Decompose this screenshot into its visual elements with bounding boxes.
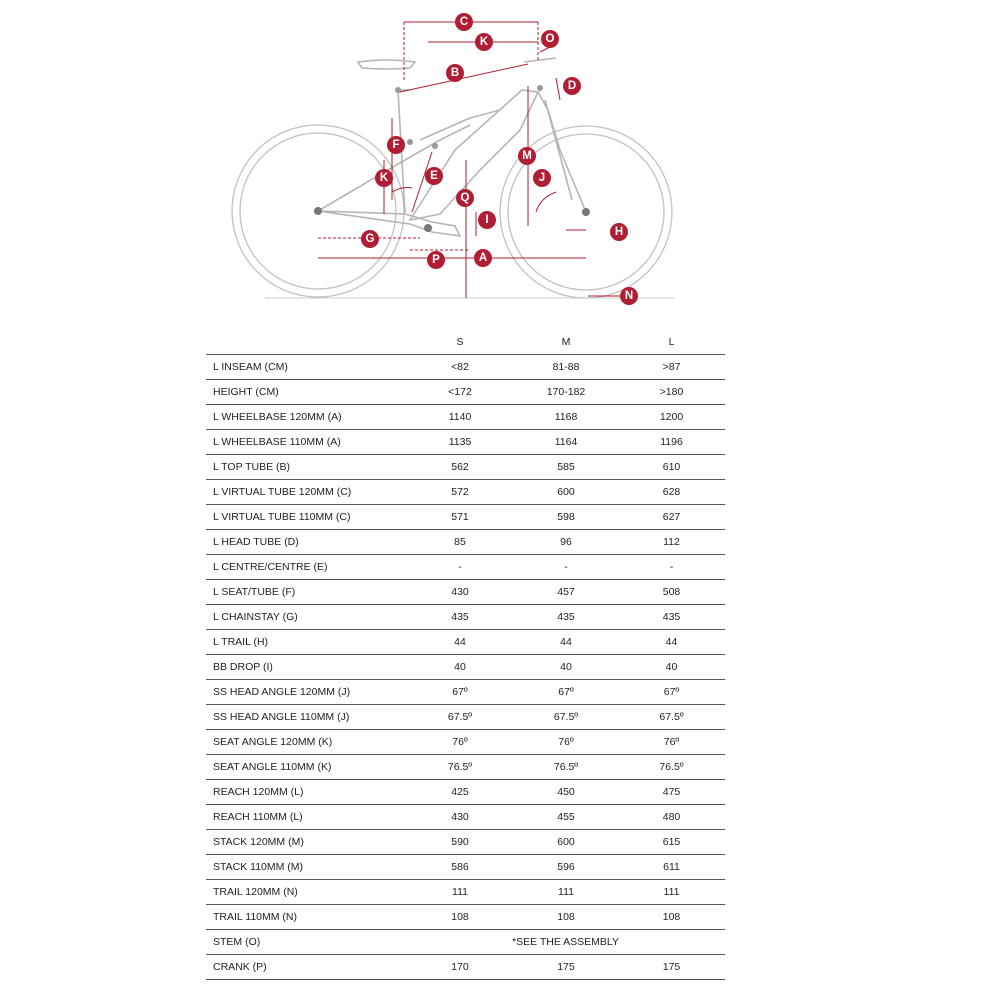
cell-size-l: - bbox=[618, 555, 725, 580]
cell-size-l: 480 bbox=[618, 805, 725, 830]
cell-size-l: 76.5º bbox=[618, 755, 725, 780]
cell-size-l: 1200 bbox=[618, 405, 725, 430]
marker-f: F bbox=[387, 136, 405, 154]
marker-b: B bbox=[446, 64, 464, 82]
cell-size-s: 430 bbox=[406, 580, 514, 605]
cell-size-s: 1135 bbox=[406, 430, 514, 455]
table-row bbox=[206, 830, 725, 855]
cell-size-m: 67.5º bbox=[514, 705, 618, 730]
cell-size-m: 600 bbox=[514, 830, 618, 855]
cell-size-s: 108 bbox=[406, 905, 514, 930]
marker-m: M bbox=[518, 147, 536, 165]
cell-size-m: 455 bbox=[514, 805, 618, 830]
marker-i: I bbox=[478, 211, 496, 229]
cell-size-l: 508 bbox=[618, 580, 725, 605]
row-label: L WHEELBASE 120MM (A) bbox=[206, 405, 406, 430]
cell-size-m: 108 bbox=[514, 905, 618, 930]
cell-size-m: 96 bbox=[514, 530, 618, 555]
table-row bbox=[206, 655, 725, 680]
bike-geometry-diagram bbox=[0, 0, 1000, 320]
table-row bbox=[206, 630, 725, 655]
marker-j: J bbox=[533, 169, 551, 187]
row-label: TRAIL 110MM (N) bbox=[206, 905, 406, 930]
row-label: L VIRTUAL TUBE 110MM (C) bbox=[206, 505, 406, 530]
cell-size-l: 40 bbox=[618, 655, 725, 680]
marker-o: O bbox=[541, 30, 559, 48]
cell-size-m: 585 bbox=[514, 455, 618, 480]
cell-size-l: 67º bbox=[618, 680, 725, 705]
cell-size-l: 435 bbox=[618, 605, 725, 630]
table-row bbox=[206, 930, 725, 955]
cell-size-m: 450 bbox=[514, 780, 618, 805]
cell-size-l: 611 bbox=[618, 855, 725, 880]
table-row bbox=[206, 855, 725, 880]
row-label: SEAT ANGLE 120MM (K) bbox=[206, 730, 406, 755]
row-label: L CENTRE/CENTRE (E) bbox=[206, 555, 406, 580]
marker-e: E bbox=[425, 167, 443, 185]
cell-size-s: 435 bbox=[406, 605, 514, 630]
cell-size-m: 170-182 bbox=[514, 380, 618, 405]
cell-size-m: 1168 bbox=[514, 405, 618, 430]
cell-size-m: 44 bbox=[514, 630, 618, 655]
table-row bbox=[206, 480, 725, 505]
table-row bbox=[206, 955, 725, 980]
cell-size-s: 571 bbox=[406, 505, 514, 530]
marker-k: K bbox=[375, 169, 393, 187]
table-row bbox=[206, 505, 725, 530]
cell-size-l: 111 bbox=[618, 880, 725, 905]
cell-size-s: 44 bbox=[406, 630, 514, 655]
cell-size-s: 430 bbox=[406, 805, 514, 830]
cell-size-s: 425 bbox=[406, 780, 514, 805]
cell-size-s: 572 bbox=[406, 480, 514, 505]
row-label: L TOP TUBE (B) bbox=[206, 455, 406, 480]
cell-size-l: 175 bbox=[618, 955, 725, 980]
cell-size-s: 111 bbox=[406, 880, 514, 905]
cell-size-s: - bbox=[406, 555, 514, 580]
cell-size-l: 76º bbox=[618, 730, 725, 755]
marker-d: D bbox=[563, 77, 581, 95]
row-label: L CHAINSTAY (G) bbox=[206, 605, 406, 630]
row-label: CRANK (P) bbox=[206, 955, 406, 980]
cell-size-m: 40 bbox=[514, 655, 618, 680]
table-row bbox=[206, 405, 725, 430]
table-row bbox=[206, 605, 725, 630]
cell-size-l: 628 bbox=[618, 480, 725, 505]
table-row bbox=[206, 755, 725, 780]
table-row bbox=[206, 430, 725, 455]
cell-size-l: >87 bbox=[618, 355, 725, 380]
table-row bbox=[206, 780, 725, 805]
table-header-row bbox=[206, 330, 725, 355]
row-label: REACH 120MM (L) bbox=[206, 780, 406, 805]
row-label: STEM (O) bbox=[206, 930, 406, 955]
cell-size-s: 586 bbox=[406, 855, 514, 880]
table-row bbox=[206, 880, 725, 905]
table-row bbox=[206, 730, 725, 755]
cell-size-s: 40 bbox=[406, 655, 514, 680]
cell-size-m: 175 bbox=[514, 955, 618, 980]
row-label: L HEAD TUBE (D) bbox=[206, 530, 406, 555]
cell-size-s: 76º bbox=[406, 730, 514, 755]
row-label: L TRAIL (H) bbox=[206, 630, 406, 655]
marker-g: G bbox=[361, 230, 379, 248]
row-label: L SEAT/TUBE (F) bbox=[206, 580, 406, 605]
geometry-table bbox=[206, 330, 725, 980]
cell-size-m: 1164 bbox=[514, 430, 618, 455]
table-row bbox=[206, 580, 725, 605]
marker-p: P bbox=[427, 251, 445, 269]
row-label: TRAIL 120MM (N) bbox=[206, 880, 406, 905]
cell-size-s: 67º bbox=[406, 680, 514, 705]
cell-size-s: 76.5º bbox=[406, 755, 514, 780]
table-row bbox=[206, 380, 725, 405]
marker-c: C bbox=[455, 13, 473, 31]
row-label: STACK 120MM (M) bbox=[206, 830, 406, 855]
cell-size-s: 67.5º bbox=[406, 705, 514, 730]
row-label: STACK 110MM (M) bbox=[206, 855, 406, 880]
cell-size-l: 108 bbox=[618, 905, 725, 930]
cell-size-m: 111 bbox=[514, 880, 618, 905]
cell-size-m: 81-88 bbox=[514, 355, 618, 380]
row-label: SS HEAD ANGLE 110MM (J) bbox=[206, 705, 406, 730]
cell-size-m: 457 bbox=[514, 580, 618, 605]
cell-size-m: 67º bbox=[514, 680, 618, 705]
row-label: BB DROP (I) bbox=[206, 655, 406, 680]
cell-size-m: 435 bbox=[514, 605, 618, 630]
row-label: L WHEELBASE 110MM (A) bbox=[206, 430, 406, 455]
dimension-lines bbox=[318, 22, 628, 298]
table-row bbox=[206, 705, 725, 730]
cell-size-l: 1196 bbox=[618, 430, 725, 455]
row-label: SS HEAD ANGLE 120MM (J) bbox=[206, 680, 406, 705]
cell-size-s: <82 bbox=[406, 355, 514, 380]
cell-size-l: 112 bbox=[618, 530, 725, 555]
marker-h: H bbox=[610, 223, 628, 241]
cell-size-m: 600 bbox=[514, 480, 618, 505]
cell-size-m: 76º bbox=[514, 730, 618, 755]
cell-size-s: 562 bbox=[406, 455, 514, 480]
row-label: HEIGHT (CM) bbox=[206, 380, 406, 405]
cell-size-s: 170 bbox=[406, 955, 514, 980]
row-label: REACH 110MM (L) bbox=[206, 805, 406, 830]
header-size-l: L bbox=[618, 330, 725, 355]
bike-frame bbox=[314, 58, 590, 236]
cell-size-l: 44 bbox=[618, 630, 725, 655]
cell-size-l: 627 bbox=[618, 505, 725, 530]
table-row bbox=[206, 530, 725, 555]
row-label: L INSEAM (CM) bbox=[206, 355, 406, 380]
cell-size-s: 85 bbox=[406, 530, 514, 555]
header-empty bbox=[206, 330, 406, 355]
marker-a: A bbox=[474, 249, 492, 267]
cell-size-s: 1140 bbox=[406, 405, 514, 430]
cell-size-s: 590 bbox=[406, 830, 514, 855]
table-row bbox=[206, 355, 725, 380]
table-row bbox=[206, 455, 725, 480]
cell-size-m: 596 bbox=[514, 855, 618, 880]
cell-size-l: >180 bbox=[618, 380, 725, 405]
table-row bbox=[206, 555, 725, 580]
marker-q: Q bbox=[456, 189, 474, 207]
cell-size-l: 615 bbox=[618, 830, 725, 855]
header-size-s: S bbox=[406, 330, 514, 355]
cell-size-l: 475 bbox=[618, 780, 725, 805]
header-size-m: M bbox=[514, 330, 618, 355]
cell-size-m: 76.5º bbox=[514, 755, 618, 780]
row-span-value: *SEE THE ASSEMBLY bbox=[406, 930, 725, 955]
table-row bbox=[206, 680, 725, 705]
cell-size-m: 598 bbox=[514, 505, 618, 530]
cell-size-s: <172 bbox=[406, 380, 514, 405]
table-row bbox=[206, 905, 725, 930]
cell-size-l: 610 bbox=[618, 455, 725, 480]
row-label: SEAT ANGLE 110MM (K) bbox=[206, 755, 406, 780]
bike-drawing bbox=[0, 0, 1000, 320]
table-body bbox=[206, 355, 725, 980]
table-row bbox=[206, 805, 725, 830]
marker-l: K bbox=[475, 33, 493, 51]
cell-size-l: 67.5º bbox=[618, 705, 725, 730]
row-label: L VIRTUAL TUBE 120MM (C) bbox=[206, 480, 406, 505]
cell-size-m: - bbox=[514, 555, 618, 580]
marker-n: N bbox=[620, 287, 638, 305]
